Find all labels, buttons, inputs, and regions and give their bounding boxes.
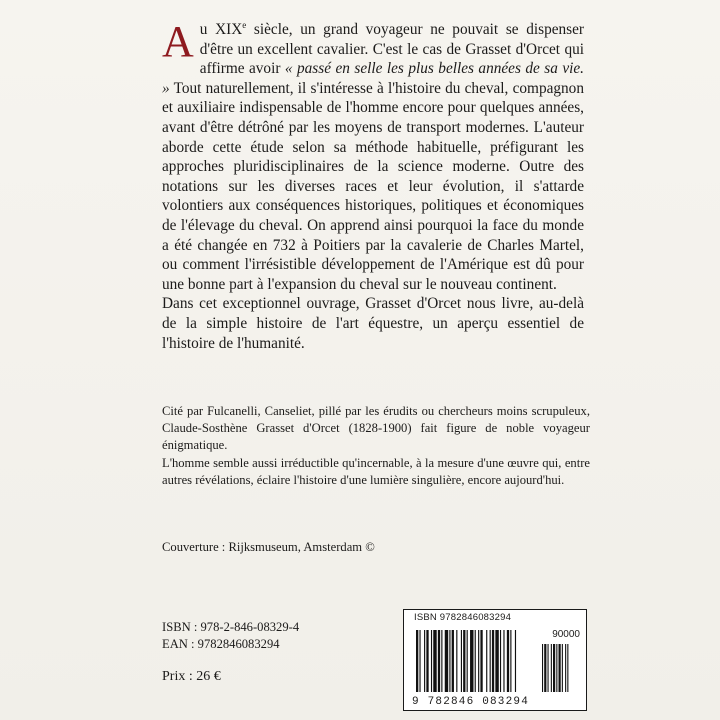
barcode-bars-icon <box>416 624 580 698</box>
quote-text: « passé en selle les plus belles années de sa vie. » <box>162 60 585 97</box>
barcode-digits: 9 782846 083294 <box>412 696 530 708</box>
intro-text-a: u XIX <box>199 21 243 38</box>
isbn-text: ISBN : 978-2-846-08329-4 <box>162 620 300 634</box>
intro-text-b: siècle, un grand voyageur ne pouvait se dispenser d'être un excellent cavalier. C'est le cas de Grasset d'Orcet qui affirme avoir <box>199 21 584 78</box>
main-paragraph-2: Dans cet exceptionnel ouvrage, Grasset d'Orcet nous livre, au-delà de la simple histoire de l'art équestre, un aperçu essentiel de l'histoire de l'humanité. <box>162 295 584 352</box>
cover-credit: Couverture : Rijksmuseum, Amsterdam © <box>162 540 375 554</box>
drop-cap: A <box>162 17 194 66</box>
ean-text: EAN : 9782846083294 <box>162 637 280 651</box>
barcode-isbn-label: ISBN 9782846083294 <box>414 612 512 623</box>
main-paragraph-rest: Tout naturellement, il s'intéresse à l'histoire du cheval, compagnon et auxiliaire indispensable de l'homme encore pour quelques années, avant d'être détrôné par les moyens de transport modernes. L'auteur aborde cette étude selon sa méthode habituelle, préfigurant les approches pluridisciplinaires de la science moderne. Outre des notations sur les diverses races et leur évolution, il s'attarde volontiers aux conséquences historiques, politiques et économiques de l'élevage du cheval. On apprend ainsi pourquoi la face du monde a été changée en 732 à Poitiers par la cavalerie de Charles Martel, ou comment l'irrésistible développement de l'Amérique est dû pour une bonne part à l'expansion du cheval sur le nouveau continent. <box>162 79 584 293</box>
blurb-paragraph-1: Cité par Fulcanelli, Canseliet, pillé par les érudits ou chercheurs moins scrupuleux, Claude-Sosthène Grasset d'Orcet (1828-1900) fait figure de noble voyageur énigmatique. <box>162 404 590 453</box>
main-description <box>162 17 585 353</box>
author-blurb <box>162 403 590 489</box>
price-text: Prix : 26 € <box>162 669 221 684</box>
main-paragraph-1 <box>162 17 585 294</box>
barcode-addon-number: 90000 <box>552 629 580 640</box>
blurb-paragraph-2: L'homme semble aussi irréductible qu'incernable, à la mesure d'une œuvre qui, entre autres révélations, éclaire l'histoire d'une lumière singulière, encore aujourd'hui. <box>162 455 590 487</box>
barcode-sticker <box>403 609 587 711</box>
intro-superscript: e <box>242 19 247 30</box>
